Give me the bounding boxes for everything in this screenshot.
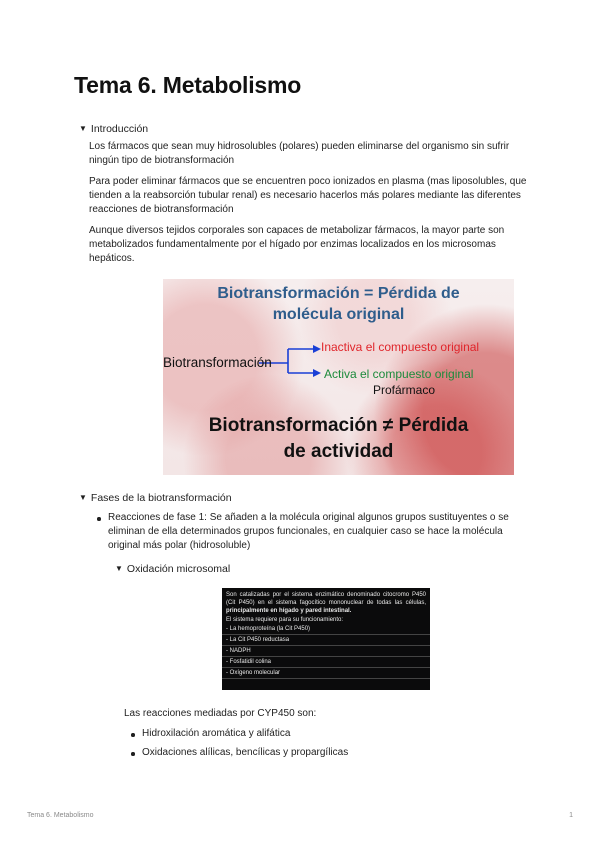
cyp450-image (222, 588, 430, 690)
hero-branch-inactive: Inactiva el compuesto original (321, 340, 480, 354)
cyp450-image-item: - La hemoproteína (la Cit P450) (222, 624, 430, 635)
intro-paragraph-1: Los fármacos que sean muy hidrosolubles (polares) pueden eliminarse del organismo sin sufrir ningún tipo de biotransformación (89, 141, 510, 166)
hero-branch-note: Profármaco (373, 383, 436, 397)
toggle-label: Oxidación microsomal (126, 563, 231, 575)
biotransformation-image (163, 279, 514, 475)
toggle-label: Fases de la biotransformación (90, 492, 232, 504)
hero-heading-1 (163, 283, 514, 325)
cyp450-lead-bold: principalmente en hígado y pared intestinal. (226, 608, 352, 614)
cyp450-item: Hidroxilación aromática y alifática (142, 728, 291, 739)
cyp450-image-subtitle: El sistema requiere para su funcionamiento: (226, 617, 344, 623)
hero-heading-2a: Biotransformación ≠ Pérdida (208, 415, 469, 436)
footer-page-number: 1 (569, 812, 573, 819)
toggle-fases[interactable] (79, 491, 232, 505)
cyp450-intro: Las reacciones mediadas por CYP450 son: (124, 708, 317, 719)
hero-branch-active: Activa el compuesto original (324, 367, 474, 381)
page-title: Tema 6. Metabolismo (74, 72, 302, 98)
cyp450-image-lead (222, 588, 430, 615)
bullet-dot (131, 752, 135, 756)
toggle-introduccion[interactable] (79, 122, 148, 136)
hero-label: Biotransformación (163, 355, 272, 370)
intro-paragraph-2: Para poder eliminar fármacos que se encuentren poco ionizados en plasma (mas liposolubles, que tienden a la reabsorción tubular renal) es necesario hacerlos más polares mediante las diferentes reacciones de biotransformación (89, 176, 527, 215)
cyp450-image-item: - NADPH (222, 646, 430, 657)
phase1-item: Reacciones de fase 1: Se añaden a la molécula original algunos grupos sustituyentes o se eliminan de ella determinados grupos funcionales, en cualquier caso se hace la molécula original más polar (hidrosoluble) (108, 512, 509, 551)
hero-heading-2b: de actividad (283, 441, 394, 462)
bullet-dot (97, 517, 101, 521)
cyp450-item: Oxidaciones alílicas, bencílicas y propargílicas (142, 747, 349, 758)
triangle-down-icon[interactable]: ▼ (115, 564, 123, 573)
toggle-label: Introducción (90, 123, 149, 135)
cyp450-image-item: - Fosfatidil colina (222, 657, 430, 668)
footer-title: Tema 6. Metabolismo (27, 812, 94, 819)
bullet-dot (131, 733, 135, 737)
cyp450-lead-text: Son catalizadas por el sistema enzimático denominado citocromo P450 (Cit P450) en el sistema fagocítico mononuclear de todas las células, (226, 592, 426, 606)
cyp450-image-item: - La Cit P450 reductasa (222, 635, 430, 646)
cyp450-image-item: - Oxígeno molecular (222, 668, 430, 679)
intro-paragraph-3: Aunque diversos tejidos corporales son capaces de metabolizar fármacos, la mayor parte son metabolizados fundamentalmente por el hígado por enzimas localizados en los microsomas hepáticos. (89, 225, 505, 264)
hero-heading-1a: Biotransformación = Pérdida de (217, 285, 460, 302)
triangle-down-icon[interactable]: ▼ (79, 124, 87, 133)
toggle-oxidacion-microsomal[interactable] (115, 562, 230, 576)
triangle-down-icon[interactable]: ▼ (79, 493, 87, 502)
hero-heading-1b: molécula original (272, 306, 405, 323)
hero-heading-2 (163, 413, 514, 465)
